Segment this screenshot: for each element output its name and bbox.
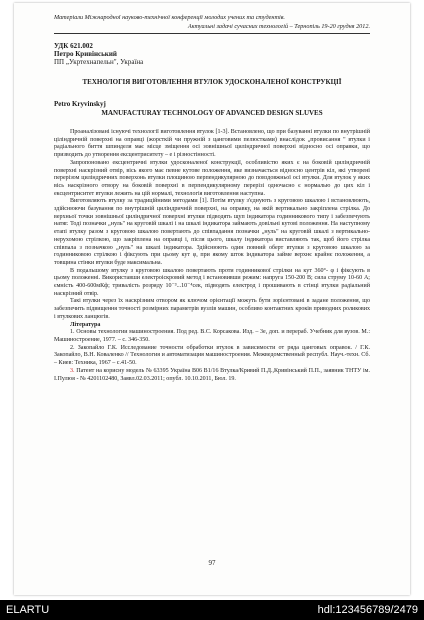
reference-text: Основы технологии машиностроения. Под ред. В.С. Корсакова. Изд. – 3е, доп. и перераб. Учебник для вузов. М.: Машиностроение, 1977. – с. 346-350. xyxy=(54,329,370,343)
reference-item xyxy=(54,368,370,383)
conference-header-line2: Актуальні задачі сучасних технологій – Тернопіль 19-20 грудня 2012. xyxy=(187,23,370,30)
document-page xyxy=(14,3,410,595)
paper-title-ua: ТЕХНОЛОГІЯ ВИГОТОВЛЕННЯ ВТУЛОК УДОСКОНАЛЕНОЇ КОНСТРУКЦІЇ xyxy=(82,78,342,86)
body-paragraph: Виготовляють втулку за традиційними методами [1]. Потім втулку з'єднують з круговою шкалою і встановлюють, здійснюючи базування по внутрішній циліндричній поверхні, на оправку, на якій вертикально закріплена стрілка. До верхньої точки зовнішньої циліндричної поверхні втулки підводять щуп індикатора годинникового типу і забезпечують натяг. Тоді позначки „нуль" на круговій шкалі і на шкалі індикатора займають довільні кутові положення. На наступному етапі втулку разом з круговою шкалою повертають до співпадання позначки „нуль" на круговій шкалі з вертикально-нерухомою стрілкою, що закріплена на оправці і, після цього, шкалу індикатора виставляють так, щоб його стрілка співпала з позначкою „нуль" на шкалі індикатора. Здійснюють один повний оберт втулки з круговою шкалою за годинниковою стрілкою і фіксують при цьому кут φ, при якому шток індикатора займе верхнє крайнє положення, а товщина стінки втулки буде максимальна. xyxy=(54,198,370,266)
paper-title-en: MANUFACTURAY TECHNOLOGY OF ADVANCED DESIGN SLUVES xyxy=(101,109,323,117)
author-name-en: Petro Kryvinskyj xyxy=(54,100,106,108)
reference-item xyxy=(54,345,370,368)
author-name-ua: Петро Кривінський xyxy=(54,50,117,58)
body-paragraph: Запропоновано ексцентричні втулки удосконаленої конструкції, особливістю яких є на боковій циліндричній поверхні наскрізний отвір, вісь якого має певне кутове положення, яке визначається відносно центрів кіл, які утворені перерізом циліндричних поверхонь втулки площиною перпендикулярною до повздовжньої осі втулки. Для втулок у яких вісь наскрізного отвору на боковій поверхні в перпендикулярному перерізі одночасно є нормалью до цих кіл і ексцентриситет втулки лежить на цій нормалі, технологія виготовлення наступна. xyxy=(54,159,370,197)
author-affiliation: ПП „Укртехнапельн", Україна xyxy=(54,58,144,66)
handle-identifier: hdl:123456789/2479 xyxy=(317,604,418,616)
references-heading: Література xyxy=(70,321,101,328)
reference-item xyxy=(54,329,370,344)
reference-number: 1. xyxy=(70,329,75,336)
reference-number: 2. xyxy=(70,344,75,351)
body-paragraph: Такі втулки через їх наскрізним отвором як ключом орієнтації можуть бути зорієнтовані в задане положення, що забезпечить підвищення точності розмірних параметрів вузлів машин, особливо контактних кроків приводних роликових і втулкових ланцюгів. xyxy=(54,298,370,320)
udk-code: УДК 621.002 xyxy=(54,42,93,50)
reference-text: Закопайло Г.К. Исследование точности обработки втулок в зависимости от ряда цанговых оправок. / Г.К. Закопайло, В.Н. Коваленко // Технология и автоматизация машиностроения. Межведомственный республ. Науч.-техн. Сб. – Киев: Техника, 1967 – с.41-50. xyxy=(54,344,370,367)
reference-text: Патент на корисну модель № 63395 Україна В06 В1/16 Втулка/Кривий П.Д.,Кривінський П.П., заявник ТНТУ ім. І.Пулюя - № 4201102480, Заявл.02.03.2011; опубл. 10.10.2011, Бюл. 19. xyxy=(54,367,370,382)
page-number: 97 xyxy=(208,559,216,567)
body-paragraph: Проаналізовані існуючі технології виготовлення втулок [1-3]. Встановлено, що при базуванні втулки по внутрішній ціліндричній поверхні на оправці (жорсткій чи пружній з цанговими пелюстками) внаслідок „провисання " втулки і радіального биття шпинделя має місце зміщення осі зовнішньої циліндричної поверхні відносно осі оправки, що призводить до утворення ексцентриситету – е і різностінності. xyxy=(54,129,370,159)
reference-number: 3. xyxy=(70,367,75,374)
body-paragraph: В подальшому втулку з круговою шкалою повертають проти годинникової стрілки на кут 360°- φ і фіксують в цьому положенні. Використавши електроіскровий метод і встановивши режим: напруга 150-200 В; сила струму 10-60 А; ємність 400-600мКф; тривалість розряду 10⁻³...10⁻⁴сек, підводять електрод і прошивають в стінці втулки радіальний наскрізний отвір. xyxy=(54,267,370,297)
conference-header-line1: Матеріали Міжнародної науково-технічної конференції молодих учених та студентів. xyxy=(54,14,285,21)
header-divider xyxy=(54,33,370,34)
repository-name: ELARTU xyxy=(6,604,50,616)
paper-body xyxy=(54,129,370,383)
repository-footer-bar xyxy=(0,600,424,620)
